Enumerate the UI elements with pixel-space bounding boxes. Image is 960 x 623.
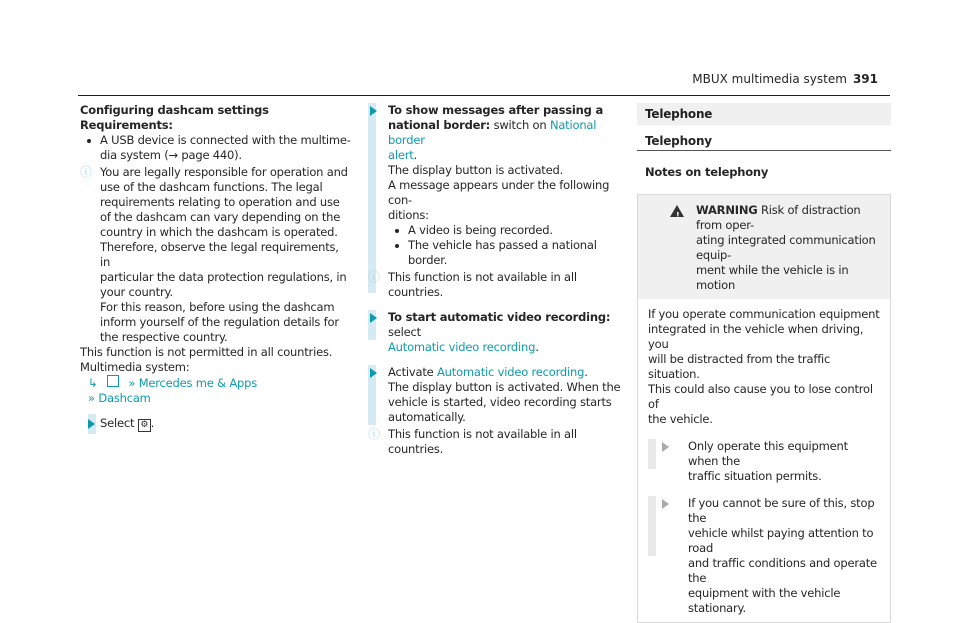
- info-line: of the dashcam can vary depending on the: [100, 210, 341, 224]
- info-icon: ⓘ: [368, 427, 380, 441]
- info-note: ⓘ This function is not available in all countries.: [368, 270, 577, 299]
- step-arrow-icon: [662, 442, 669, 452]
- bullet: [395, 244, 399, 248]
- info-line: inform yourself of the regulation details for: [100, 315, 339, 329]
- info-note-legal: [80, 165, 352, 345]
- column-dashcam: [80, 103, 352, 432]
- warning-step: If you cannot be sure of this, stop the vehicle whilst paying attention to road and traffic conditions and operate the equipment with the vehicle stationary.: [648, 496, 880, 616]
- warning-line: ating integrated communication equip-: [696, 233, 876, 262]
- notes-heading: Notes on telephony: [645, 165, 769, 179]
- warning-body-line: If you operate communication equipment: [648, 307, 880, 321]
- requirements-label: Requirements:: [80, 118, 173, 132]
- running-head: [692, 72, 878, 86]
- step-national-border: To show messages after passing a national border: switch on National border alert. The display button is activated. A message appears under the following con- ditions: A video is being recorded. The vehicle has passed a national border.: [368, 103, 630, 268]
- column-telephony: [637, 103, 891, 623]
- national-border-alert-link[interactable]: alert: [388, 148, 414, 162]
- warning-body-line: will be distracted from the traffic situation.: [648, 352, 831, 381]
- auto-video-recording-link[interactable]: Automatic video recording: [388, 340, 536, 354]
- double-chevron-icon: »: [88, 391, 95, 405]
- double-chevron-icon: »: [128, 376, 136, 390]
- national-border-alert-link[interactable]: National border: [388, 118, 597, 147]
- select-label: Select: [100, 416, 135, 430]
- step-arrow-icon: [370, 106, 377, 116]
- requirement-item: [80, 133, 352, 163]
- mercedes-me-apps-link[interactable]: Mercedes me & Apps: [138, 376, 257, 390]
- subsection-title: Telephony: [637, 132, 891, 151]
- info-icon: ⓘ: [80, 165, 92, 179]
- requirement-line: A USB device is connected with the multime-: [100, 133, 351, 147]
- step-bar: [368, 103, 376, 293]
- info-line: your country.: [100, 285, 173, 299]
- select-step: Select ⚙ .: [80, 416, 352, 432]
- step-activate: Activate Automatic video recording. The display button is activated. When the vehicle is started, video recording starts automatically.: [368, 365, 630, 425]
- step-line: vehicle is started, video recording starts: [388, 395, 612, 409]
- menu-path-1: [80, 375, 352, 391]
- info-line: For this reason, before using the dashcam: [100, 300, 335, 314]
- step-line: The display button is activated. When the: [388, 380, 621, 394]
- gear-icon: ⚙: [138, 419, 151, 432]
- step-arrow-icon: [370, 368, 377, 378]
- step-arrow-icon: [370, 313, 377, 323]
- step-arrow-icon: [662, 499, 669, 509]
- warning-header: ! WARNING Risk of distraction from oper- ating integrated communication equip- ment while the vehicle is in motion: [638, 195, 890, 299]
- column-border-messages: [368, 103, 630, 457]
- step-line: automatically.: [388, 410, 466, 424]
- info-icon: ⓘ: [368, 270, 380, 284]
- info-line: use of the dashcam functions. The legal: [100, 180, 323, 194]
- requirement-line: dia system (→ page 440).: [100, 148, 242, 162]
- info-line: country in which the dashcam is operated.: [100, 225, 338, 239]
- page-number: 391: [852, 72, 878, 86]
- warning-line: ment while the vehicle is in motion: [696, 263, 849, 292]
- bullet: [395, 229, 399, 233]
- dashcam-link[interactable]: Dashcam: [98, 391, 151, 405]
- info-note: ⓘ This function is not available in all countries.: [368, 427, 577, 456]
- path-label: Multimedia system:: [80, 360, 190, 374]
- warning-body: [638, 299, 890, 622]
- warning-box: [637, 194, 891, 623]
- step-title: To start automatic video recording:: [388, 310, 611, 324]
- not-permitted-text: This function is not permitted in all countries.: [80, 345, 333, 359]
- info-line: the respective country.: [100, 330, 228, 344]
- bullet: [87, 139, 91, 143]
- info-line: requirements relating to operation and use: [100, 195, 340, 209]
- auto-video-recording-link[interactable]: Automatic video recording: [437, 365, 585, 379]
- step-auto-recording: To start automatic video recording: select Automatic video recording.: [368, 310, 630, 355]
- step-line: ditions:: [388, 208, 429, 222]
- path-arrow-icon: ↳: [88, 376, 98, 390]
- step-line: The display button is activated.: [388, 163, 564, 177]
- warning-body-line: the vehicle.: [648, 412, 713, 426]
- running-head-title: MBUX multimedia system: [692, 72, 847, 86]
- info-line: particular the data protection regulations, in: [100, 270, 347, 284]
- condition-item: The vehicle has passed a national border.: [388, 238, 630, 268]
- switch-text: switch on: [493, 118, 547, 132]
- step-title: To show messages after passing a: [388, 103, 604, 117]
- warning-step: Only operate this equipment when the traffic situation permits.: [648, 439, 880, 484]
- section-title: Telephone: [637, 103, 891, 125]
- step-title: national border:: [388, 118, 491, 132]
- home-icon: [107, 375, 119, 387]
- warning-label: WARNING: [696, 203, 758, 217]
- step-arrow-icon: [88, 419, 95, 429]
- info-line: Therefore, observe the legal requirements, in: [100, 240, 339, 269]
- warning-body-line: integrated in the vehicle when driving, you: [648, 322, 864, 351]
- dashcam-heading: Configuring dashcam settings: [80, 103, 269, 117]
- header-rule: [78, 95, 890, 96]
- menu-path-2: [80, 391, 352, 406]
- condition-item: A video is being recorded.: [388, 223, 630, 238]
- step-line: A message appears under the following con-: [388, 178, 610, 207]
- info-line: You are legally responsible for operation and: [100, 165, 348, 179]
- warning-body-line: This could also cause you to lose control of: [648, 382, 873, 411]
